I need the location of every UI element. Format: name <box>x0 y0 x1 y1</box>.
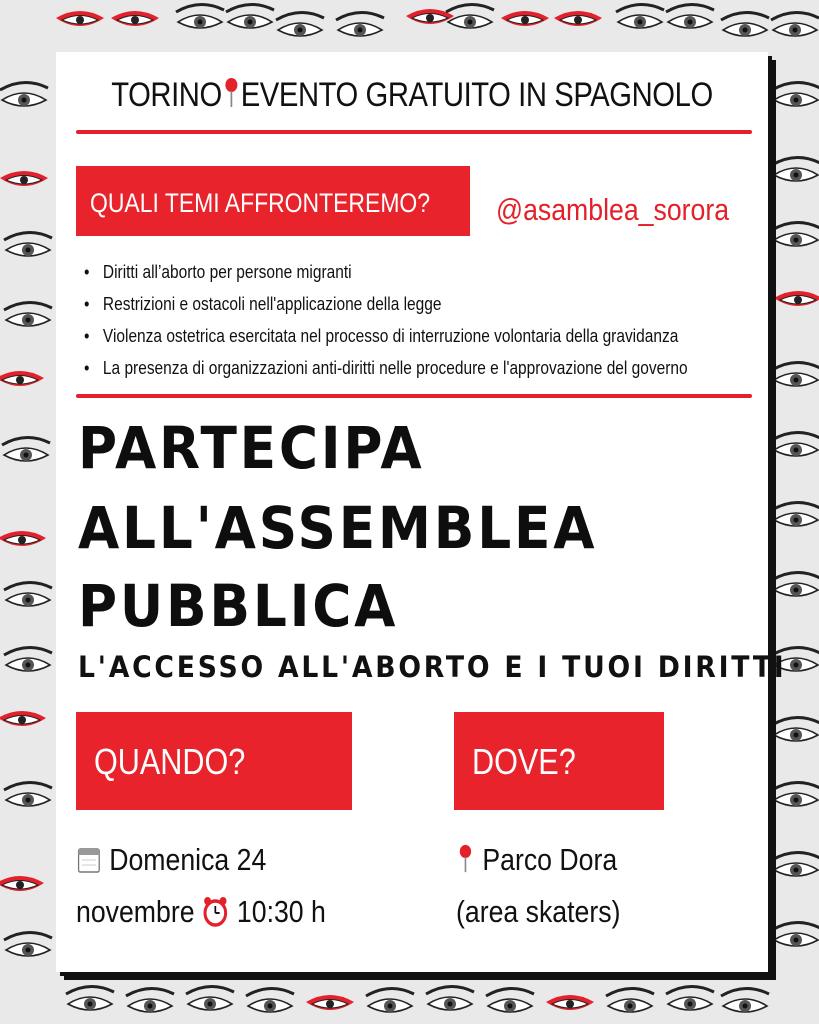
when-heading: QUANDO? <box>94 741 246 782</box>
title-line-1: PARTECIPA <box>78 414 425 482</box>
list-item: • Violenza ostetrica esercitata nel processo di interruzione volontaria della gravidanza <box>84 320 688 352</box>
topics-heading: QUALI TEMI AFFRONTEREMO? <box>90 188 431 218</box>
pin-icon <box>456 843 475 875</box>
poster-card <box>56 52 787 972</box>
header-line <box>106 76 718 115</box>
place-text: Parco Dora <box>482 842 618 877</box>
when-heading-box <box>76 712 352 810</box>
divider-top <box>76 130 752 134</box>
where-heading-box <box>454 712 664 810</box>
title-line-3: PUBBLICA <box>78 572 399 640</box>
date-text: Domenica 24 <box>109 842 267 877</box>
list-item: • La presenza di organizzazioni anti-diritti nelle procedure e l'approvazione del governo <box>84 352 688 384</box>
alarm-clock-icon <box>202 895 230 927</box>
social-handle: @asamblea_sorora <box>496 192 730 227</box>
calendar-icon <box>76 845 102 875</box>
month-time-line <box>76 886 326 938</box>
where-details <box>456 834 620 938</box>
pin-icon <box>222 76 241 110</box>
month-text: novembre <box>76 894 195 929</box>
list-item: • Restrizioni e ostacoli nell'applicazione della legge <box>84 288 688 320</box>
event-label: EVENTO GRATUITO IN SPAGNOLO <box>240 76 713 114</box>
list-item: • Diritti all’aborto per persone migranti <box>84 256 688 288</box>
title-line-2: ALL'ASSEMBLEA <box>78 494 598 562</box>
when-details <box>76 834 326 938</box>
topics-list <box>84 256 786 384</box>
date-line <box>76 834 326 886</box>
place-detail: (area skaters) <box>456 894 621 929</box>
where-heading: DOVE? <box>472 741 576 782</box>
time-text: 10:30 h <box>236 894 326 929</box>
divider-middle <box>76 394 752 398</box>
topics-heading-box <box>76 166 470 236</box>
subtitle: L'ACCESSO ALL'ABORTO E I TUOI DIRITTI <box>78 650 787 684</box>
city-label: TORINO <box>111 76 222 114</box>
place-line <box>456 834 620 886</box>
